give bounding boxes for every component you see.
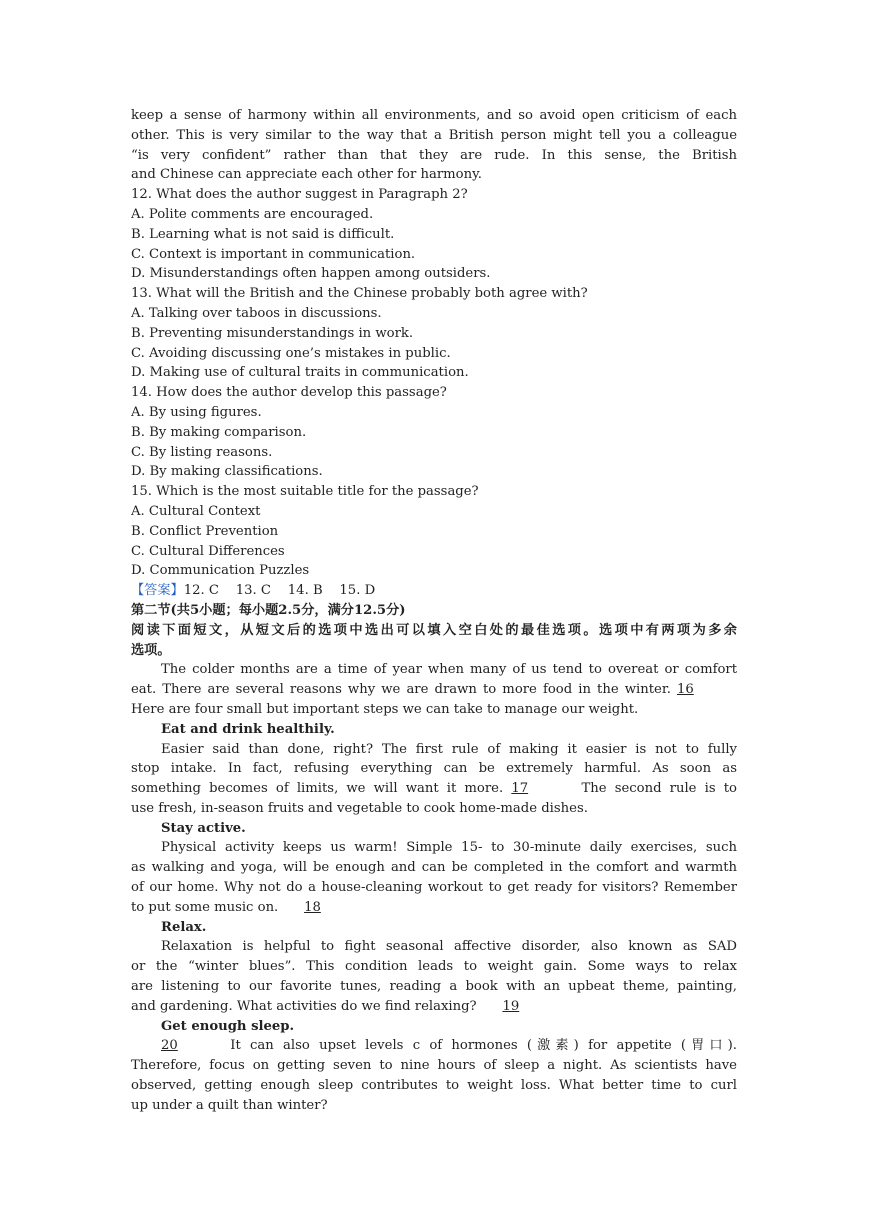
blank-18: 18	[304, 899, 321, 915]
question-stem: 13. What will the British and the Chinese probably both agree with?	[131, 286, 588, 302]
cloze-line: Relaxation is helpful to fight seasonal affective disorder, also known as SAD	[161, 939, 737, 955]
passage-line: and Chinese can appreciate each other for harmony.	[131, 167, 482, 183]
question-option: C. Context is important in communication.	[131, 246, 416, 262]
cloze-line: observed, getting enough sleep contributes to weight loss. What better time to curl	[131, 1078, 737, 1094]
answer-tag: 【答案】	[131, 583, 184, 599]
section-heading: 第二节(共5小题；每小题2.5分，满分12.5分)	[131, 602, 406, 618]
cloze-line: up under a quilt than winter?	[131, 1097, 328, 1113]
question-option: C. Cultural Differences	[131, 543, 285, 559]
passage-line: keep a sense of harmony within all environments, and so avoid open criticism of each	[131, 108, 737, 123]
cloze-line	[131, 1036, 737, 1056]
question-option: D. Misunderstandings often happen among outsiders.	[131, 266, 491, 282]
cloze-subheading: Eat and drink healthily.	[161, 721, 335, 737]
cloze-line: Here are four small but important steps we can take to manage our weight.	[131, 701, 639, 717]
question-option: B. Learning what is not said is difficult.	[131, 226, 395, 242]
question-stem: 12. What does the author suggest in Paragraph 2?	[131, 187, 468, 203]
answer-text: 12. C 13. C 14. B 15. D	[183, 583, 376, 599]
cloze-subheading: Stay active.	[161, 820, 246, 836]
section-instruction: 阅读下面短文，从短文后的选项中选出可以填入空白处的最佳选项。选项中有两项为多余	[131, 622, 737, 638]
cloze-line	[131, 997, 737, 1017]
question-option: A. Polite comments are encouraged.	[131, 206, 374, 222]
question-option: C. By listing reasons.	[131, 444, 273, 460]
cloze-line: of our home. Why not do a house-cleaning workout to get ready for visitors? Remember	[131, 880, 737, 896]
question-option: C. Avoiding discussing one’s mistakes in public.	[131, 345, 451, 361]
cloze-line: as walking and yoga, will be enough and can be completed in the comfort and warmth	[131, 860, 737, 876]
cloze-line: The colder months are a time of year when many of us tend to overeat or comfort	[161, 662, 737, 678]
question-option: B. Preventing misunderstandings in work.	[131, 325, 414, 341]
question-option: A. Talking over taboos in discussions.	[131, 305, 382, 321]
cloze-line: Physical activity keeps us warm! Simple 15- to 30-minute daily exercises, such	[161, 840, 737, 856]
cloze-line: stop intake. In fact, refusing everything can be extremely harmful. As soon as	[131, 761, 737, 777]
question-option: A. Cultural Context	[131, 503, 261, 519]
cloze-line: Therefore, focus on getting seven to nine hours of sleep a night. As scientists have	[131, 1058, 737, 1074]
question-stem: 15. Which is the most suitable title for the passage?	[131, 484, 479, 500]
cloze-line	[131, 898, 737, 918]
question-option: A. By using figures.	[131, 404, 262, 420]
cloze-subheading: Get enough sleep.	[161, 1018, 295, 1034]
cloze-text: and gardening. What activities do we find relaxing?	[131, 998, 477, 1014]
blank-20: 20	[161, 1038, 178, 1054]
cloze-line: or the “winter blues”. This condition leads to weight gain. Some ways to relax	[131, 959, 737, 975]
question-option: D. By making classifications.	[131, 464, 323, 480]
blank-17: 17	[511, 781, 529, 797]
cloze-text: to put some music on.	[131, 899, 279, 915]
page-content	[131, 106, 737, 1116]
cloze-line	[131, 680, 737, 700]
passage-line: “is very confident” rather than that they are rude. In this sense, the British	[131, 147, 737, 163]
cloze-text: It can also upset levels c of hormones (激素) for appetite (胃口).	[230, 1038, 737, 1054]
cloze-line	[131, 779, 737, 799]
question-option: B. By making comparison.	[131, 424, 307, 440]
question-option: B. Conflict Prevention	[131, 523, 279, 539]
cloze-subheading: Relax.	[161, 919, 207, 935]
question-stem: 14. How does the author develop this passage?	[131, 385, 447, 401]
blank-16: 16	[676, 682, 694, 698]
question-option: D. Communication Puzzles	[131, 563, 310, 579]
cloze-line: Easier said than done, right? The first rule of making it easier is not to fully	[161, 741, 737, 757]
cloze-line: are listening to our favorite tunes, reading a book with an upbeat theme, painting,	[131, 979, 737, 995]
cloze-line: use fresh, in-season fruits and vegetable to cook home-made dishes.	[131, 800, 588, 816]
passage-line: other. This is very similar to the way that a British person might tell you a colleague	[131, 127, 737, 143]
section-instruction: 选项。	[131, 642, 171, 658]
cloze-text: The second rule is to	[581, 781, 737, 797]
blank-19: 19	[502, 998, 520, 1014]
question-option: D. Making use of cultural traits in communication.	[131, 365, 469, 381]
cloze-text: eat. There are several reasons why we are drawn to more food in the winter.	[131, 682, 671, 698]
answer-line	[131, 581, 737, 601]
cloze-text: something becomes of limits, we will want it more.	[131, 781, 504, 797]
